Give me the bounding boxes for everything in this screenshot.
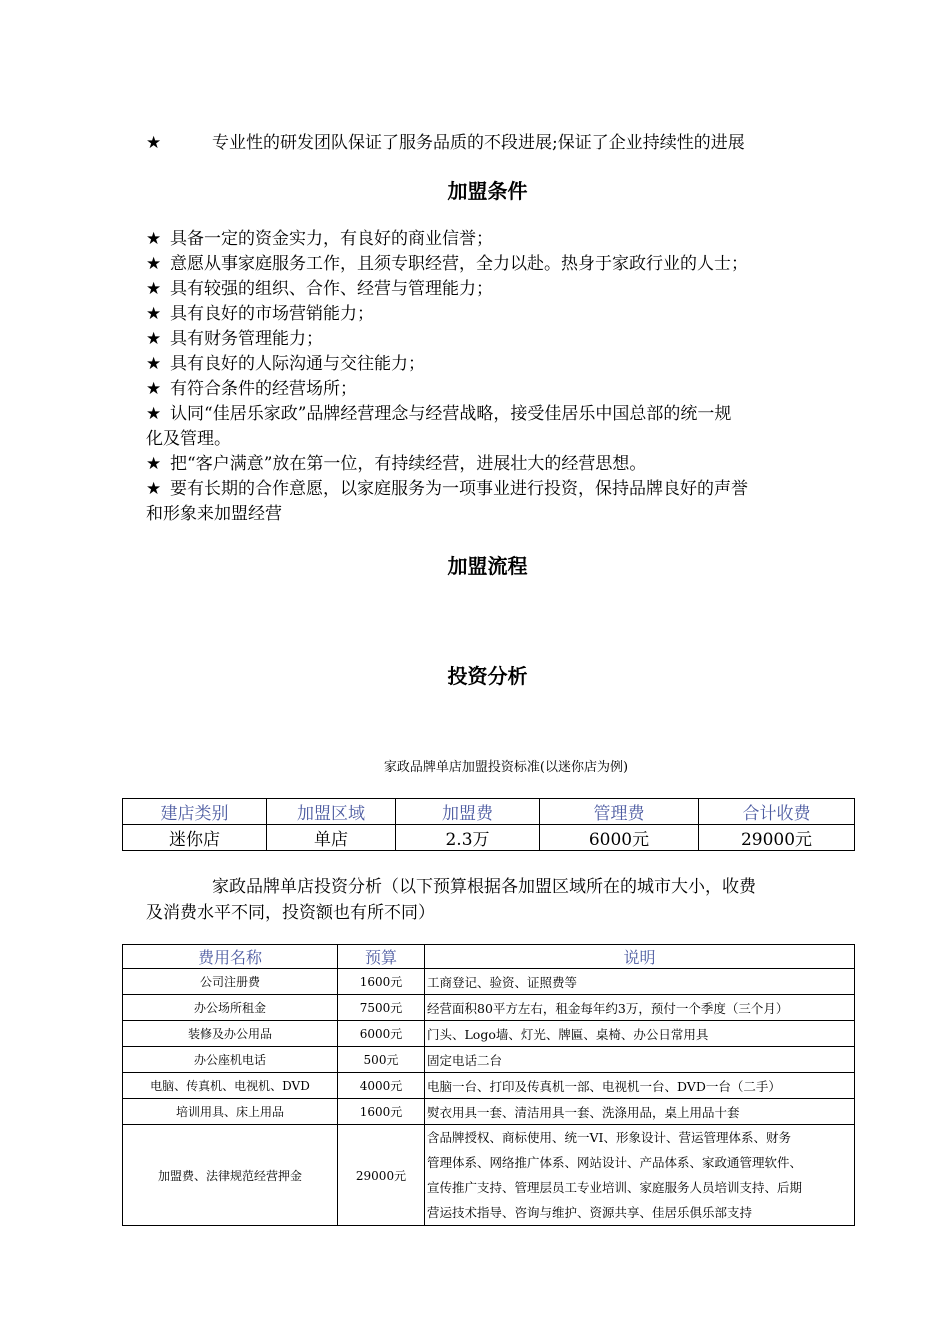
table-cell: 熨衣用具一套、清洁用具一套、洗涤用品，桌上用品十套 bbox=[425, 1099, 855, 1125]
table-cell: 29000元 bbox=[699, 825, 855, 851]
table-header-row bbox=[123, 799, 855, 825]
list-item bbox=[146, 479, 748, 499]
list-item bbox=[146, 304, 374, 324]
list-item bbox=[146, 279, 493, 299]
intro-line bbox=[146, 128, 745, 153]
list-item-text: 认同“佳居乐家政”品牌经营理念与经营战略，接受佳居乐中国总部的统一规 bbox=[170, 404, 732, 424]
table1-caption: 家政品牌单店加盟投资标准(以迷你店为例) bbox=[383, 760, 629, 775]
table-row bbox=[123, 1021, 855, 1047]
investment-title: 投资分析 bbox=[447, 664, 528, 688]
star-icon: ★ bbox=[146, 454, 162, 474]
table-cell: 2.3万 bbox=[396, 825, 540, 851]
list-item-text: 具有良好的人际沟通与交往能力； bbox=[170, 354, 425, 374]
desc-line: 含品牌授权、商标使用、统一VI、形象设计、营运管理体系、财务 bbox=[427, 1130, 791, 1145]
list-item-text: 和形象来加盟经营 bbox=[146, 504, 282, 524]
table-row bbox=[123, 995, 855, 1021]
investment-analysis-table bbox=[122, 944, 855, 1226]
table-cell: 500元 bbox=[338, 1047, 425, 1073]
table-cell: 加盟费、法律规范经营押金 bbox=[123, 1125, 338, 1226]
list-item-text: 具有财务管理能力； bbox=[170, 329, 323, 349]
list-item-text: 有符合条件的经营场所； bbox=[170, 379, 357, 399]
star-icon: ★ bbox=[146, 133, 162, 153]
list-item bbox=[146, 329, 323, 349]
table-cell: 工商登记、验资、证照费等 bbox=[425, 969, 855, 995]
list-item-text: 具备一定的资金实力，有良好的商业信誉； bbox=[170, 229, 493, 249]
desc-line: 管理体系、网络推广体系、网站设计、产品体系、家政通管理软件、 bbox=[427, 1155, 803, 1170]
table-cell: 经营面积80平方左右，租金每年约3万，预付一个季度（三个月） bbox=[425, 995, 855, 1021]
table-cell: 办公座机电话 bbox=[123, 1047, 338, 1073]
analysis-line: 及消费水平不同，投资额也有所不同） bbox=[146, 903, 435, 923]
table-header-cell: 预算 bbox=[338, 945, 425, 969]
table-cell: 1600元 bbox=[338, 1099, 425, 1125]
list-item bbox=[146, 229, 493, 249]
list-item-text: 具有较强的组织、合作、经营与管理能力； bbox=[170, 279, 493, 299]
desc-line: 宣传推广支持、管理层员工专业培训、家庭服务人员培训支持、后期 bbox=[427, 1180, 803, 1195]
table-row bbox=[123, 1073, 855, 1099]
star-icon: ★ bbox=[146, 479, 162, 499]
table-cell: 装修及办公用品 bbox=[123, 1021, 338, 1047]
table-header-cell: 管理费 bbox=[540, 799, 699, 825]
list-item bbox=[146, 404, 731, 424]
table-cell: 迷你店 bbox=[123, 825, 267, 851]
star-icon: ★ bbox=[146, 329, 162, 349]
table-cell bbox=[425, 1125, 855, 1226]
table-header-cell: 建店类别 bbox=[123, 799, 267, 825]
table-cell: 电脑、传真机、电视机、DVD bbox=[123, 1073, 338, 1099]
table-header-cell: 合计收费 bbox=[699, 799, 855, 825]
list-item-text: 要有长期的合作意愿，以家庭服务为一项事业进行投资，保持品牌良好的声誉 bbox=[170, 479, 748, 499]
table-row bbox=[123, 825, 855, 851]
table-cell: 培训用具、床上用品 bbox=[123, 1099, 338, 1125]
table-header-cell: 加盟区域 bbox=[267, 799, 396, 825]
table-cell: 6000元 bbox=[540, 825, 699, 851]
star-icon: ★ bbox=[146, 404, 162, 424]
table-cell: 7500元 bbox=[338, 995, 425, 1021]
star-icon: ★ bbox=[146, 354, 162, 374]
conditions-title: 加盟条件 bbox=[447, 179, 528, 203]
star-icon: ★ bbox=[146, 304, 162, 324]
list-item-continuation bbox=[146, 429, 231, 449]
table-cell: 单店 bbox=[267, 825, 396, 851]
star-icon: ★ bbox=[146, 254, 162, 274]
table-row bbox=[123, 1099, 855, 1125]
table-cell: 办公场所租金 bbox=[123, 995, 338, 1021]
process-title: 加盟流程 bbox=[447, 554, 528, 578]
table-cell: 4000元 bbox=[338, 1073, 425, 1099]
table-header-row bbox=[123, 945, 855, 969]
table-row bbox=[123, 969, 855, 995]
desc-line: 营运技术指导、咨询与维护、资源共享、佳居乐俱乐部支持 bbox=[427, 1205, 753, 1220]
table-header-cell: 加盟费 bbox=[396, 799, 540, 825]
franchise-standard-table bbox=[122, 798, 855, 851]
list-item-text: 意愿从事家庭服务工作，且须专职经营，全力以赴。热身于家政行业的人士； bbox=[170, 254, 748, 274]
table-cell: 门头、Logo墙、灯光、牌匾、桌椅、办公日常用具 bbox=[425, 1021, 855, 1047]
table-row bbox=[123, 1125, 855, 1226]
list-item-text: 把“客户满意”放在第一位，有持续经营，进展壮大的经营思想。 bbox=[170, 454, 647, 474]
list-item-text: 化及管理。 bbox=[146, 429, 231, 449]
list-item-text: 具有良好的市场营销能力； bbox=[170, 304, 374, 324]
table-cell: 1600元 bbox=[338, 969, 425, 995]
list-item-continuation bbox=[146, 504, 282, 524]
intro-text: 专业性的研发团队保证了服务品质的不段进展;保证了企业持续性的进展 bbox=[212, 133, 745, 153]
star-icon: ★ bbox=[146, 379, 162, 399]
table-cell: 6000元 bbox=[338, 1021, 425, 1047]
table-cell: 固定电话二台 bbox=[425, 1047, 855, 1073]
analysis-paragraph bbox=[146, 874, 756, 926]
table-row bbox=[123, 1047, 855, 1073]
star-icon: ★ bbox=[146, 229, 162, 249]
table-cell: 29000元 bbox=[338, 1125, 425, 1226]
list-item bbox=[146, 379, 357, 399]
list-item bbox=[146, 254, 748, 274]
table-header-cell: 说明 bbox=[425, 945, 855, 969]
star-icon: ★ bbox=[146, 279, 162, 299]
table-cell: 电脑一台、打印及传真机一部、电视机一台、DVD一台（二手） bbox=[425, 1073, 855, 1099]
table-header-cell: 费用名称 bbox=[123, 945, 338, 969]
list-item bbox=[146, 454, 646, 474]
list-item bbox=[146, 354, 425, 374]
analysis-line: 家政品牌单店投资分析（以下预算根据各加盟区域所在的城市大小，收费 bbox=[212, 877, 756, 897]
table-cell: 公司注册费 bbox=[123, 969, 338, 995]
